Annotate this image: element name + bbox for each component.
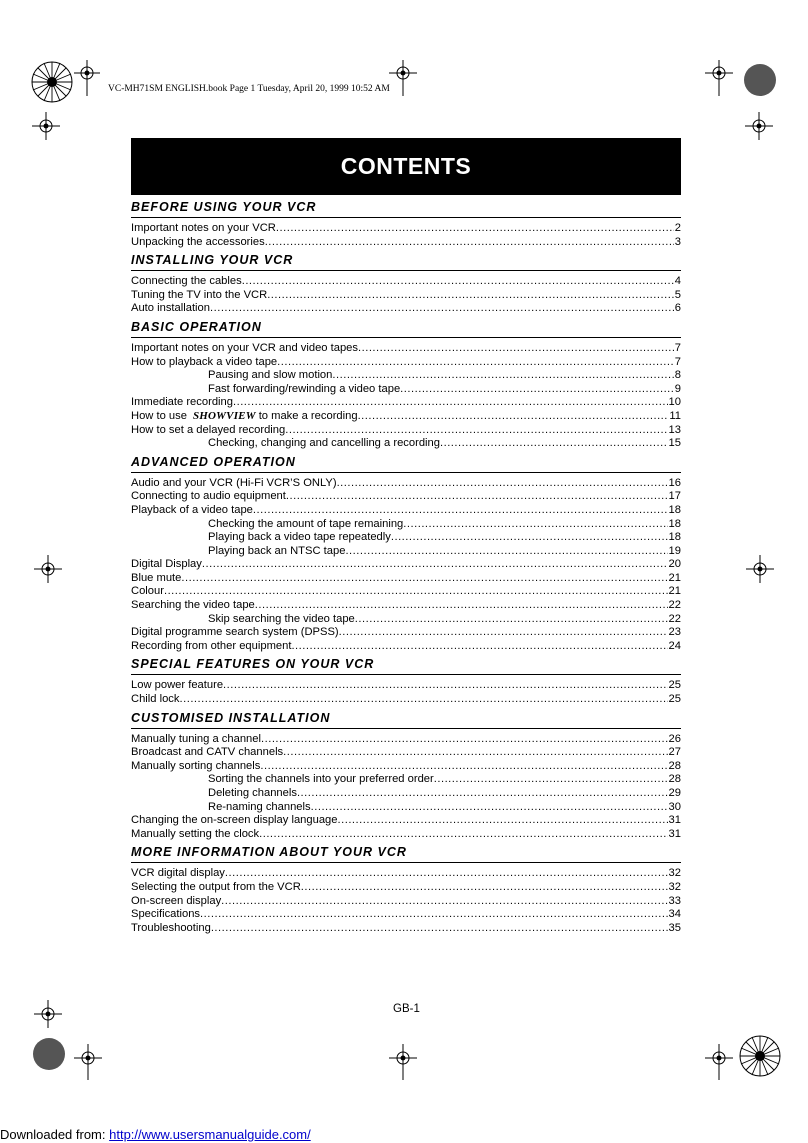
registration-mark-mid-left-cross (34, 555, 62, 583)
registration-mark-top-left-ring (30, 60, 74, 104)
entry-page-number: 18 (668, 517, 681, 530)
registration-mark-top-left-cross (74, 60, 100, 96)
entry-page-number: 5 (674, 288, 681, 301)
entry-page-number: 15 (668, 437, 681, 450)
table-of-contents (131, 199, 681, 935)
entry-page-number: 23 (668, 626, 681, 639)
toc-entry[interactable] (131, 504, 681, 518)
toc-entry[interactable] (131, 746, 681, 760)
entry-page-number: 22 (668, 599, 681, 612)
entry-label: Deleting channels (208, 787, 297, 799)
registration-mark-bottom-left-cross (34, 1000, 62, 1028)
section-title: ADVANCED OPERATION (131, 454, 681, 473)
entry-label: Manually sorting channels (131, 759, 261, 772)
toc-subentry[interactable] (131, 531, 681, 545)
entry-page-number: 4 (674, 275, 681, 288)
toc-entry[interactable] (131, 760, 681, 774)
entry-label: Skip searching the video tape (208, 612, 355, 625)
entry-label: How to use (131, 409, 187, 422)
registration-mark-top-center-cross (389, 60, 417, 96)
entry-label: Checking the amount of tape remaining (208, 517, 404, 530)
toc-entry[interactable] (131, 626, 681, 640)
entry-label: Re-naming channels (208, 800, 311, 813)
dot-leader (337, 477, 668, 491)
entry-label: Connecting to audio equipment (131, 490, 286, 503)
entry-label-continued: to make a recording (258, 409, 358, 422)
showview-logo: SHOWVIEW (192, 409, 256, 422)
toc-entry[interactable] (131, 679, 681, 693)
entry-page-number: 2 (674, 222, 681, 234)
toc-subentry[interactable] (131, 545, 681, 559)
entry-label: Recording from other equipment (131, 639, 292, 652)
toc-entry[interactable] (131, 828, 681, 842)
dot-leader (225, 867, 668, 881)
dot-leader (355, 613, 668, 627)
toc-entry[interactable] (131, 424, 681, 438)
entry-page-number: 6 (674, 302, 681, 315)
dot-leader (332, 369, 673, 383)
dot-leader (200, 908, 668, 922)
dot-leader (260, 760, 667, 774)
entry-page-number: 27 (668, 746, 681, 759)
entry-label: Unpacking the accessories (131, 235, 265, 248)
section-title: BEFORE USING YOUR VCR (131, 199, 681, 218)
registration-mark-bottom-right-cross (705, 1044, 733, 1080)
entry-label: Manually tuning a channel (131, 732, 261, 745)
entry-page-number: 13 (668, 423, 681, 436)
entry-label: Manually setting the clock (131, 827, 260, 840)
entry-label: How to set a delayed recording (131, 423, 286, 436)
toc-entry[interactable] (131, 733, 681, 747)
toc-entry[interactable] (131, 396, 681, 410)
entry-page-number: 24 (668, 639, 681, 652)
dot-leader (253, 504, 668, 518)
entry-page-number: 18 (668, 531, 681, 544)
entry-label: How to playback a video tape (131, 355, 278, 368)
entry-page-number: 31 (668, 827, 681, 840)
entry-label: Important notes on your VCR (131, 222, 276, 234)
entry-label: Important notes on your VCR and video tapes (131, 341, 358, 354)
entry-label: Troubleshooting (131, 921, 211, 934)
entry-label: Blue mute (131, 571, 182, 584)
toc-section (131, 454, 681, 654)
entry-label: Selecting the output from the VCR (131, 880, 301, 893)
entry-page-number: 18 (668, 503, 681, 516)
registration-mark-bottom-left-dot (31, 1036, 67, 1072)
entry-label: Pausing and slow motion (208, 369, 333, 382)
entry-label: Broadcast and CATV channels (131, 746, 284, 759)
entry-label: Connecting the cables (131, 275, 242, 288)
entry-label: Digital programme search system (DPSS) (131, 626, 339, 639)
toc-entry[interactable] (131, 908, 681, 922)
dot-leader (286, 490, 668, 504)
dot-leader (265, 236, 674, 250)
dot-leader (181, 572, 667, 586)
entry-label: Playback of a video tape (131, 503, 253, 516)
dot-leader (339, 626, 668, 640)
entry-page-number: 16 (668, 476, 681, 489)
entry-page-number: 35 (668, 921, 681, 934)
toc-section (131, 710, 681, 842)
toc-entry[interactable] (131, 599, 681, 613)
dot-leader (345, 545, 667, 559)
entry-page-number: 10 (668, 396, 681, 409)
registration-mark-top-right-dot (742, 62, 778, 98)
registration-mark-bottom-right-ring (738, 1034, 782, 1078)
toc-entry[interactable] (131, 867, 681, 881)
toc-entry[interactable] (131, 922, 681, 936)
footer-prefix: Downloaded from: (0, 1127, 110, 1142)
dot-leader (434, 773, 668, 787)
entry-page-number: 26 (668, 732, 681, 745)
dot-leader (283, 746, 667, 760)
registration-mark-bottom-left-cross2 (74, 1044, 102, 1080)
toc-entry[interactable] (131, 410, 681, 424)
registration-mark-right-cross (745, 112, 773, 140)
entry-page-number: 21 (668, 585, 681, 598)
entry-label: Playing back a video tape repeatedly (208, 531, 391, 544)
toc-entry[interactable] (131, 275, 681, 289)
toc-entry[interactable] (131, 558, 681, 572)
toc-entry[interactable] (131, 490, 681, 504)
entry-page-number: 20 (668, 558, 681, 571)
toc-entry[interactable] (131, 342, 681, 356)
entry-page-number: 34 (668, 908, 681, 921)
entry-page-number: 25 (668, 693, 681, 706)
toc-entry[interactable] (131, 881, 681, 895)
toc-entry[interactable] (131, 895, 681, 909)
dot-leader (164, 585, 668, 599)
toc-subentry[interactable] (131, 383, 681, 397)
entry-page-number: 33 (668, 894, 681, 907)
entry-page-number: 7 (674, 355, 681, 368)
page-number: GB-1 (393, 1003, 420, 1015)
entry-label: Searching the video tape (131, 599, 255, 612)
entry-page-number: 32 (668, 880, 681, 893)
entry-label: VCR digital display (131, 867, 225, 880)
entry-page-number: 29 (668, 787, 681, 799)
entry-label: Specifications (131, 908, 201, 921)
section-title: SPECIAL FEATURES ON YOUR VCR (131, 656, 681, 675)
entry-page-number: 22 (668, 612, 681, 625)
toc-subentry[interactable] (131, 801, 681, 815)
dot-leader (259, 828, 667, 842)
dot-leader (202, 558, 668, 572)
dot-leader (277, 356, 674, 370)
file-header-line: VC-MH71SM ENGLISH.book Page 1 Tuesday, April 20, 1999 10:52 AM (108, 84, 390, 94)
dot-leader (223, 679, 668, 693)
entry-page-number: 19 (668, 544, 681, 557)
dot-leader (221, 895, 667, 909)
dot-leader (291, 640, 667, 654)
toc-entry[interactable] (131, 356, 681, 370)
toc-entry[interactable] (131, 236, 681, 250)
entry-page-number: 7 (674, 341, 681, 354)
entry-label: Auto installation (131, 302, 210, 315)
entry-page-number: 3 (674, 235, 681, 248)
dot-leader (261, 733, 668, 747)
entry-page-number: 11 (669, 409, 681, 422)
toc-section (131, 844, 681, 935)
toc-section (131, 252, 681, 316)
entry-page-number: 32 (668, 867, 681, 880)
entry-page-number: 25 (668, 679, 681, 692)
entry-page-number: 17 (668, 490, 681, 503)
dot-leader (180, 693, 668, 707)
toc-subentry[interactable] (131, 773, 681, 787)
section-title: CUSTOMISED INSTALLATION (131, 710, 681, 729)
toc-entry[interactable] (131, 222, 681, 236)
toc-entry[interactable] (131, 572, 681, 586)
toc-entry[interactable] (131, 814, 681, 828)
toc-section (131, 656, 681, 706)
entry-page-number: 9 (674, 382, 681, 395)
entry-page-number: 8 (674, 369, 681, 382)
dot-leader (233, 396, 668, 410)
toc-entry[interactable] (131, 585, 681, 599)
entry-label: Immediate recording (131, 396, 233, 409)
dot-leader (297, 787, 668, 801)
footer-link[interactable]: http://www.usersmanualguide.com/ (109, 1127, 311, 1142)
toc-subentry[interactable] (131, 437, 681, 451)
entry-label: Audio and your VCR (Hi-Fi VCR’S ONLY) (131, 476, 337, 489)
section-title: INSTALLING YOUR VCR (131, 252, 681, 271)
entry-page-number: 28 (668, 759, 681, 772)
entry-label: On-screen display (131, 894, 222, 907)
dot-leader (400, 383, 674, 397)
toc-subentry[interactable] (131, 518, 681, 532)
dot-leader (276, 222, 674, 236)
entry-page-number: 28 (668, 773, 681, 786)
entry-label: Checking, changing and cancelling a recording (208, 437, 440, 450)
registration-mark-top-right-cross (705, 60, 733, 96)
entry-page-number: 31 (668, 814, 681, 827)
dot-leader (255, 599, 668, 613)
dot-leader (403, 518, 667, 532)
entry-label: Tuning the TV into the VCR (131, 288, 268, 301)
entry-label: Sorting the channels into your preferred order (208, 773, 434, 786)
entry-label: Child lock (131, 693, 180, 706)
dot-leader (358, 410, 669, 424)
toc-subentry[interactable] (131, 369, 681, 383)
toc-entry[interactable] (131, 477, 681, 491)
toc-entry[interactable] (131, 640, 681, 654)
dot-leader (242, 275, 674, 289)
entry-label: Colour (131, 585, 164, 598)
toc-entry[interactable] (131, 302, 681, 316)
entry-page-number: 30 (668, 800, 681, 813)
registration-mark-mid-right-cross (746, 555, 774, 583)
entry-page-number: 21 (668, 571, 681, 584)
registration-mark-left-cross (32, 112, 60, 140)
toc-entry[interactable] (131, 693, 681, 707)
dot-leader (267, 289, 674, 303)
registration-mark-bottom-center-cross (389, 1044, 417, 1080)
toc-entry[interactable] (131, 289, 681, 303)
section-title: MORE INFORMATION ABOUT YOUR VCR (131, 844, 681, 863)
page-title: CONTENTS (131, 138, 681, 195)
dot-leader (210, 302, 674, 316)
dot-leader (211, 922, 668, 936)
dot-leader (338, 814, 668, 828)
dot-leader (311, 801, 668, 815)
section-title: BASIC OPERATION (131, 319, 681, 338)
entry-label: Fast forwarding/rewinding a video tape (208, 382, 401, 395)
toc-subentry[interactable] (131, 613, 681, 627)
dot-leader (391, 531, 668, 545)
entry-label: Digital Display (131, 558, 202, 571)
dot-leader (440, 437, 668, 451)
toc-section (131, 199, 681, 249)
entry-label: Low power feature (131, 679, 224, 692)
toc-section (131, 319, 681, 451)
dot-leader (301, 881, 668, 895)
download-footer (0, 1127, 311, 1142)
entry-label: Playing back an NTSC tape (208, 544, 346, 557)
toc-subentry[interactable] (131, 787, 681, 801)
dot-leader (285, 424, 667, 438)
entry-label: Changing the on-screen display language (131, 814, 338, 827)
dot-leader (358, 342, 674, 356)
